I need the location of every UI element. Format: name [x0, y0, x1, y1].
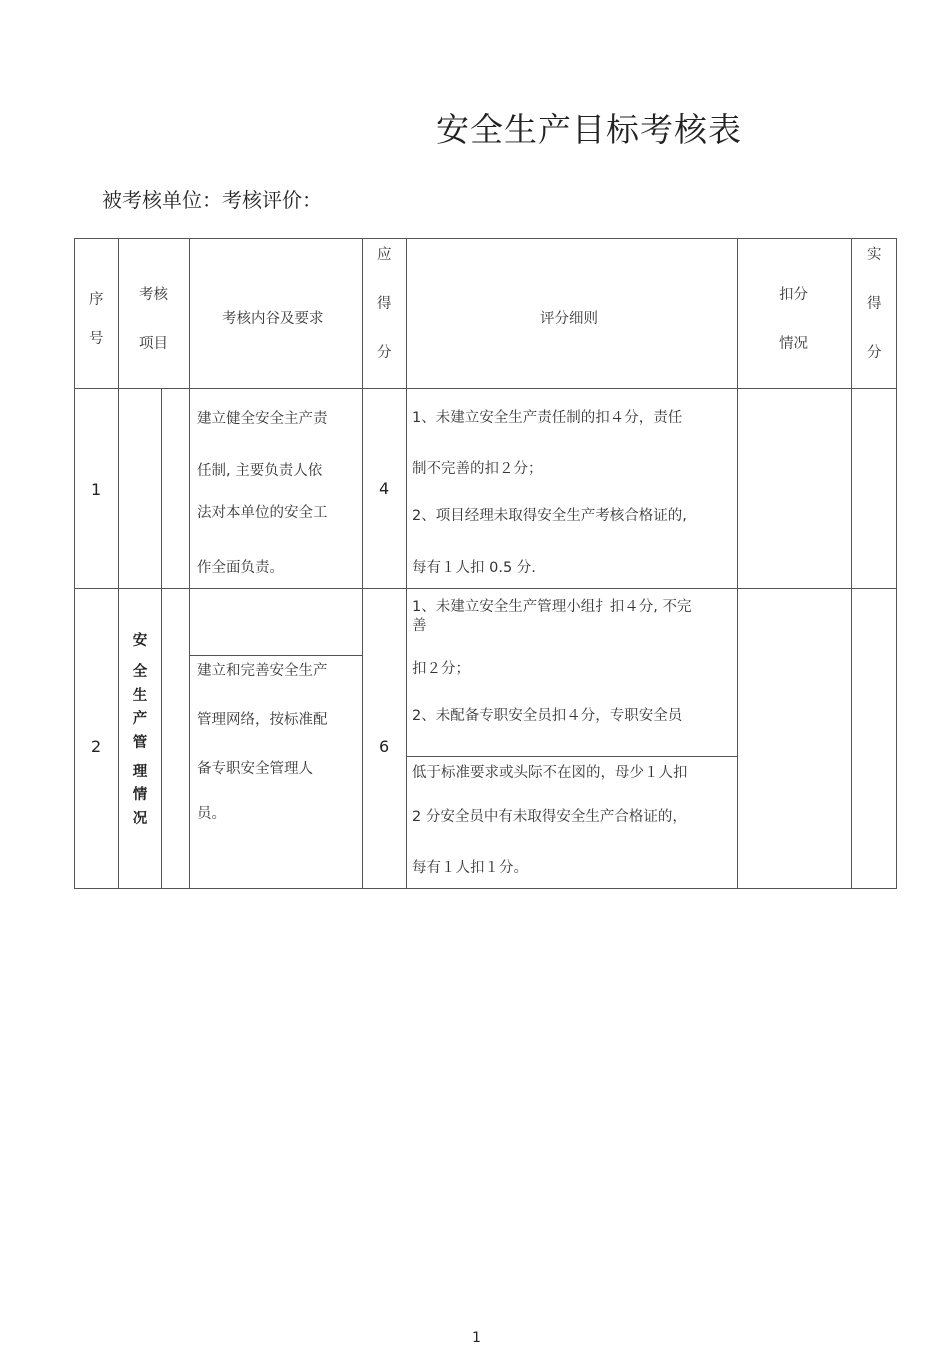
header-rules: 评分细则 — [540, 311, 598, 327]
header-content: 考核内谷及要求 — [222, 311, 324, 327]
row-seq: 2 — [91, 737, 102, 756]
page-number: 1 — [472, 1330, 481, 1346]
row-score: 4 — [379, 479, 390, 498]
row-seq: 1 — [91, 480, 102, 499]
page-subtitle: 被考核单位：考核评价： — [102, 188, 322, 212]
row-score: 6 — [379, 737, 390, 756]
page-title: 安全生产目标考核表 — [436, 110, 742, 149]
